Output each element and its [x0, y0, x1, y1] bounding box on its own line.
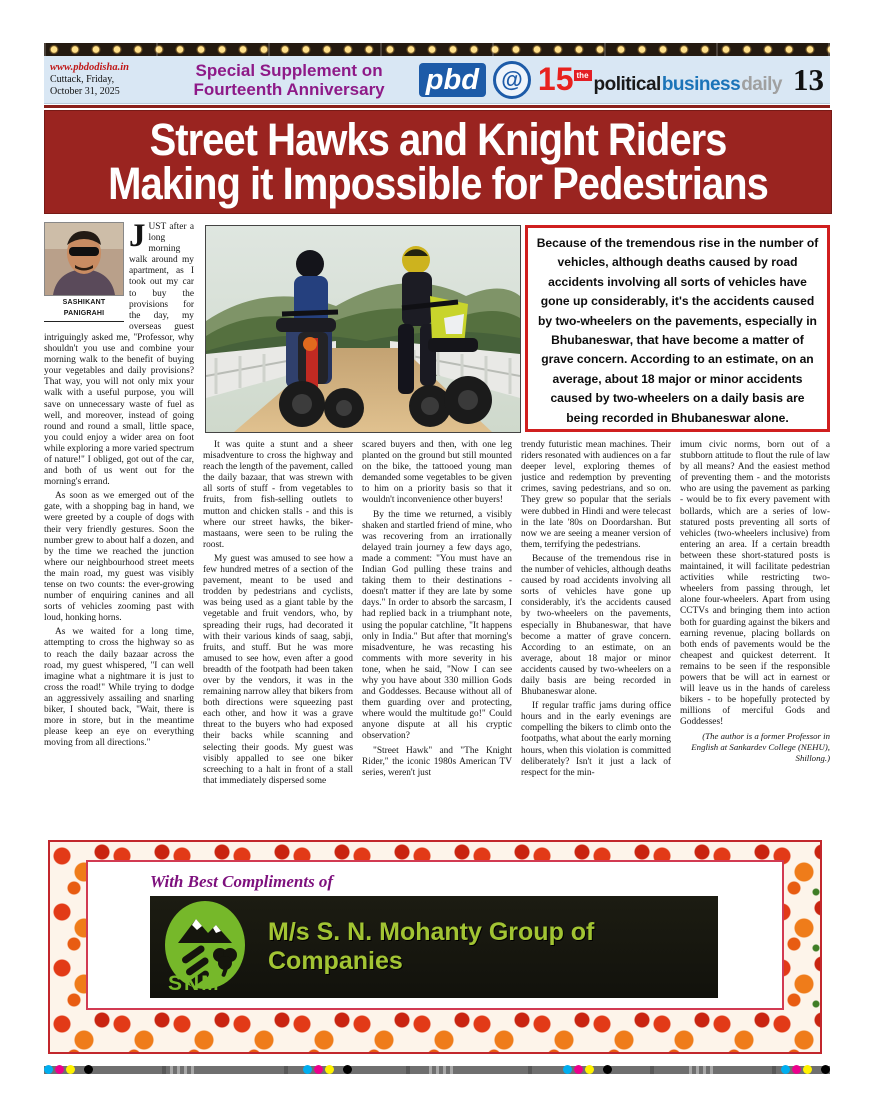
- compliments-text: With Best Compliments of: [150, 872, 334, 891]
- website-link[interactable]: www.pbdodisha.in: [50, 61, 129, 73]
- snm-label: SNM: [168, 972, 221, 995]
- paragraph: Because of the tremendous rise in the number of vehicles, although deaths caused by road accidents involving all sorts of vehicles have gone up considerably, it's the accidents caused by two-wheelers on the pavements, especially in Bhubaneswar, that have become a matter of grave concern. According to an estimate, on an average, about 18 major or minor accidents caused by two-wheelers on a daily basis are being recorded in Bhubaneswar alone.: [521, 553, 671, 698]
- pbd-logo: pbd: [419, 63, 486, 97]
- drop-cap: J: [129, 222, 146, 254]
- paragraph: It was quite a stunt and a sheer misadventure to cross the highway and reach the length of the pavement, called the daily bazaar, that was strewn with all sorts of stuff - from vegetables to fruits, from fish-selling outlets to mutton and chicken stalls - and this is where our street hawks, the biker-mastaans, were seen to be ruling the roost.: [203, 440, 353, 550]
- author-byline: (The author is a former Professor in English at Sankardev College (NEHU), Shillong.): [691, 731, 830, 763]
- paragraph: trendy futuristic mean machines. Their riders resonated with audiences on a far deeper level, exploring themes of justice and redemption by preventing crimes, saving pedestrians, and so on. They grew so popular that the serials were dubbed in Hindi and were telecast in the late '80s on Doordarshan. But now we are seeing a meaner version of them, terrifying the pedestrians.: [521, 440, 671, 550]
- brand-business: business: [661, 73, 741, 95]
- paragraph: JUST after a long morning walk around my apartment, as I took out my car to buy the provisions for the day, my overseas guest intriguingly asked me, "Professor, why shouldn't you use and combine your morning walk to the benefit of buying your vegetables and daily provisions? That way, you will not only mix your walk with a useful purpose, you will save on unnecessary waste of fuel as well, and moreover, instead of going round and round a small, little space, you could enjoy a wider area on foot while exploring a more varied spectrum of nature!" I obliged, got out of the car, and both of us went out for the morning's errand.: [44, 222, 194, 488]
- company-banner: [150, 896, 718, 998]
- paragraph: As soon as we emerged out of the gate, with a shopping bag in hand, we were greeted by a couple of dogs with their very friendly gestures. Soon the number grew to about half a dozen, and by the time we reached the junction where our neighbourhood street meets the main road, my guest was visibly tense on two counts: the ever-growing number of enquiring canines and all sorts of vehicles zooming past with loud, honking horns.: [44, 491, 194, 624]
- headline-banner: [44, 110, 832, 214]
- at-icon: @: [493, 61, 531, 99]
- cmyk-dots: [781, 1065, 830, 1074]
- paragraph: imum civic norms, born out of a stubborn attitude to flout the rule of law by all means? And the easiest method of preventing them - and the motorists who are using the pavement as parking - would be to fix every pavement with bollards, which are a series of low-statured posts preventing all sorts of vehicles (two-wheelers inclusive) from entering an area. If a certain breadth between these short-statured posts is maintained, it will facilitate pedestrian activities while restricting two-wheelers from passing through, let alone four-wheelers. Apart from using CCTVs and bringing them into action both for guarding against the bikers and earning revenue, placing bollards on both ends of pavements would be the cheapest and quickest deterrent. It remains to be seen if the responsible powers that be will act in earnest or will leave us in the hands of careless bikers - to be hopefully protected by millions of merciful Gods and Goddesses!: [680, 440, 830, 728]
- bikers-photo-illustration: [206, 226, 520, 432]
- article-column-1: [44, 222, 194, 834]
- company-name: M/s S. N. Mohanty Group of Companies: [268, 918, 595, 975]
- supplement-line2: Fourteenth Anniversary: [193, 79, 385, 99]
- paragraph: If regular traffic jams during office hours and in the early evenings are compelling the bikers to climb onto the footpaths, what about the early morning hours, when this violation is committed deliberately? Isn't it just a lack of respect for the min-: [521, 701, 671, 778]
- masthead-left: [44, 62, 173, 98]
- brand-political: political: [593, 73, 661, 95]
- author-photo: [44, 222, 124, 296]
- register-ticks: [689, 1066, 713, 1074]
- pbd-anniversary-logo: [419, 61, 574, 99]
- supplement-line1: Special Supplement on: [195, 60, 383, 80]
- newspaper-brand: [574, 61, 824, 97]
- anniversary-number: 15: [537, 61, 574, 97]
- cmyk-dots: [44, 1065, 93, 1074]
- register-ticks: [170, 1066, 194, 1074]
- marquee-lights-strip: [44, 43, 830, 56]
- print-registration-bar: [44, 1066, 830, 1074]
- paragraph: "Street Hawk" and "The Knight Rider," the iconic 1980s American TV series, weren't just: [362, 745, 512, 778]
- dateline-line2: October 31, 2025: [50, 85, 120, 97]
- dateline-line1: Cuttack, Friday,: [50, 73, 115, 85]
- brand-the: the: [574, 70, 592, 81]
- advertisement: [48, 840, 822, 1054]
- author-caption: SASHIKANT PANIGRAHI: [44, 296, 124, 322]
- brand-daily: daily: [741, 73, 782, 95]
- page-number: 13: [793, 61, 824, 97]
- article-body: [44, 222, 830, 834]
- advertisement-inner: [86, 860, 784, 1010]
- author-figure: [44, 222, 124, 322]
- masthead: [44, 56, 830, 104]
- headline-line2: Making it Impossible for Pedestrians: [108, 158, 768, 210]
- paragraph: My guest was amused to see how a few hundred metres of a section of the pavement, meant to be used and trodden by pedestrians and cyclists, was being used as a giant table by the vegetable and fruit vendors, who, by spreading their rugs, had decorated it with their various kinds of saag, sabji, fruits, and stuff. But he was more amused to see how, even after a good breadth of the footpath had been taken over by the vendors, it was in the remaining narrow alley that bikers from both directions were squeezing past each other, and how it was a grave threat to the buyers who had exposed their backs while scanning and selecting their goods. My guest was visibly appalled to see one biker screeching to a halt in front of a stall that immediately dispersed some: [203, 553, 353, 786]
- paragraph: By the time we returned, a visibly shaken and startled friend of mine, who was recovering from an irrationally delayed train journey a few days ago, made a comment: "You must have an Indian God pulling these trains and taking them to their destinations - doesn't matter if they are late by some days." In order to absorb the sarcasm, I had replied back in a triumphant note, using the popular catchline, "It happens only in India." But after that morning's misadventure, he was recasting his comments with more severity in his tone, when he said, "Now I can see why you have about 330 million Gods and Goddesses. Because without all of them guarding over and protecting, where would the multitude go!" Could anyone dispute at all his cryptic observation?: [362, 509, 512, 742]
- headline-line1: Street Hawks and Knight Riders: [149, 114, 727, 166]
- cmyk-dots: [303, 1065, 352, 1074]
- paragraph: scared buyers and then, with one leg planted on the ground but still mounted on the bike, the tattooed young man demanded some vegetables to be given to him on a priority basis so that it wouldn't inconvenience other buyers!: [362, 440, 512, 506]
- paragraph: As we waited for a long time, attempting to cross the highway so as to reach the daily bazaar across the road, my guest whispered, "I can well imagine what a nightmare it is just to cross the road!" While trying to dodge an aggressively assailing and snarling biker, I shouted back, "Wait, there is more in store, but in the meantime please keep an eye on everything moving from all directions.": [44, 627, 194, 749]
- register-ticks: [429, 1066, 453, 1074]
- supplement-title: [173, 61, 404, 99]
- cmyk-dots: [563, 1065, 612, 1074]
- masthead-divider: [44, 105, 830, 108]
- pull-quote: Because of the tremendous rise in the number of vehicles, although deaths caused by road accidents involving all sorts of vehicles have gone up considerably, it's the accidents caused by two-wheelers on the pavements, especially in Bhubaneswar, that have become a matter of grave concern. According to an estimate, on an average, about 18 major or minor accidents caused by two-wheelers on a daily basis are being recorded in Bhubaneswar alone.: [525, 225, 830, 432]
- bikers-photo: [205, 225, 521, 433]
